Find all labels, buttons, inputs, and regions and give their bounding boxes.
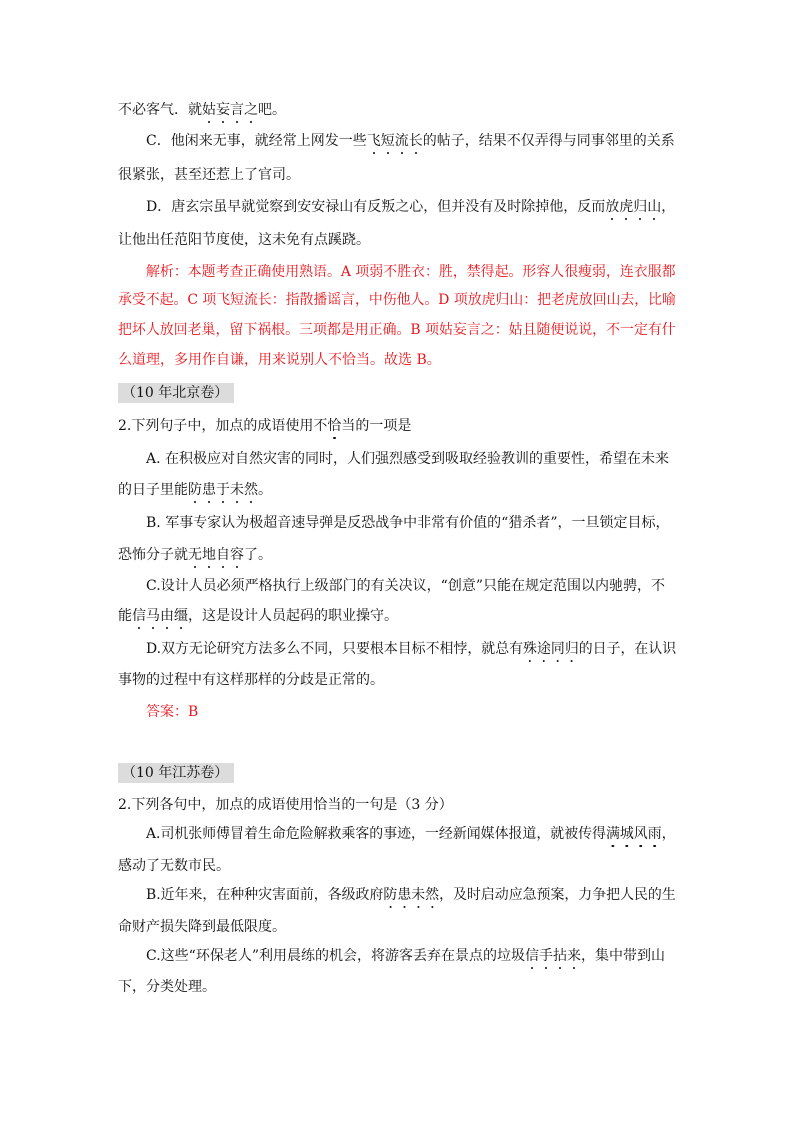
emphasis-char: 缰 xyxy=(174,608,188,624)
source-tag-jiangsu: （10 年江苏卷） xyxy=(118,763,234,783)
continued-line: 不必客气．就姑妄言之吧。 xyxy=(118,102,286,118)
emphasis-char: 未 xyxy=(411,887,426,903)
emphasis-char: 拈 xyxy=(552,948,567,964)
beijing-option-b-line-2: 恐怖分子就无地自容了。 xyxy=(118,547,272,563)
jiangsu-option-a-line-2: 感动了无数市民。 xyxy=(118,858,230,874)
dotted-idiom xyxy=(202,102,258,118)
dotted-word xyxy=(327,418,341,434)
question-stem-beijing: 2.下列句子中，加点的成语使用不恰当的一项是 xyxy=(118,418,412,434)
emphasis-char: 归 xyxy=(633,199,648,215)
analysis-line-2: 承受不起。C 项飞短流长：指散播谣言，中伤他人。D 项放虎归山：把老虎放回山去，比喻 xyxy=(118,292,676,308)
dotted-idiom xyxy=(132,608,188,624)
dotted-idiom xyxy=(367,133,423,149)
emphasis-char: 流 xyxy=(394,133,409,149)
emphasis-char: 恰 xyxy=(327,418,342,434)
dotted-idiom xyxy=(383,887,439,903)
emphasis-char: 风 xyxy=(633,826,648,842)
emphasis-char: 未 xyxy=(230,482,244,498)
dotted-idiom xyxy=(188,547,244,563)
option-c-line-1: C．他闲来无事，就经常上网发一些飞短流长的帖子，结果不仅弄得与同事邻里的关系 xyxy=(146,133,675,149)
emphasis-char: 山 xyxy=(647,199,662,215)
option-d-line-1: D．唐玄宗虽早就觉察到安安禄山有反叛之心，但并没有及时除掉他，反而放虎归山， xyxy=(146,199,676,215)
emphasis-char: 言 xyxy=(230,102,244,118)
emphasis-char: 来 xyxy=(566,948,581,964)
beijing-option-c-line-2: 能信马由缰，这是设计人员起码的职业操守。 xyxy=(118,608,398,624)
option-d-line-2: 让他出任范阳节度使，这未免有点蹊跷。 xyxy=(118,232,370,248)
emphasis-char: 同 xyxy=(550,641,565,657)
emphasis-char: 于 xyxy=(216,482,230,498)
beijing-option-d-line-2: 事物的过程中有这样那样的分歧是正常的。 xyxy=(118,672,384,688)
emphasis-char: 短 xyxy=(380,133,395,149)
option-c-line-2: 很紧张，甚至还惹上了官司。 xyxy=(118,167,300,183)
emphasis-char: 手 xyxy=(538,948,553,964)
jiangsu-option-c-line-2: 下，分类处理。 xyxy=(118,979,216,995)
beijing-option-d-line-1: D.双方无论研究方法多么不同，只要根本目标不相悖，就总有殊途同归的日子，在认识 xyxy=(146,641,677,657)
emphasis-char: 自 xyxy=(216,547,230,563)
emphasis-char: 防 xyxy=(188,482,202,498)
emphasis-char: 飞 xyxy=(366,133,381,149)
emphasis-char: 雨 xyxy=(647,826,662,842)
source-tag-beijing: （10 年北京卷） xyxy=(118,383,234,403)
emphasis-char: 无 xyxy=(188,547,202,563)
emphasis-char: 然 xyxy=(244,482,258,498)
dotted-idiom xyxy=(188,482,258,498)
beijing-option-a-line-2: 的日子里能防患于未然。 xyxy=(118,482,272,498)
emphasis-char: 途 xyxy=(536,641,551,657)
emphasis-char: 放 xyxy=(605,199,620,215)
dotted-idiom xyxy=(605,199,661,215)
emphasis-char: 患 xyxy=(202,482,216,498)
jiangsu-option-b-line-2: 命财产损失降到最低限度。 xyxy=(118,919,286,935)
jiangsu-option-c-line-1: C.这些“环保老人”利用晨练的机会，将游客丢弃在景点的垃圾信手拈来，集中带到山 xyxy=(146,948,665,964)
emphasis-char: 虎 xyxy=(619,199,634,215)
jiangsu-option-b-line-1: B.近年来，在种种灾害面前，各级政府防患未然，及时启动应急预案，力争把人民的生 xyxy=(146,887,676,903)
analysis-line-4: 么道理，多用作自谦，用来说别人不恰当。故选 B。 xyxy=(118,352,441,368)
emphasis-char: 由 xyxy=(160,608,174,624)
emphasis-char: 殊 xyxy=(523,641,537,657)
emphasis-char: 城 xyxy=(619,826,634,842)
beijing-option-a-line-1: A. 在积极应对自然灾害的同时，人们强烈感受到吸取经验教训的重要性，希望在未来 xyxy=(146,451,670,467)
dotted-idiom xyxy=(523,641,579,657)
emphasis-char: 防 xyxy=(383,887,398,903)
emphasis-char: 地 xyxy=(202,547,216,563)
emphasis-char: 归 xyxy=(564,641,579,657)
analysis-line-3: 把坏人放回老巢，留下祸根。三项都是用正确。B 项姑妄言之：姑且随便说说，不一定有什 xyxy=(118,322,676,338)
analysis-line-1: 解析：本题考查正确使用熟语。A 项弱不胜衣：胜，禁得起。形容人很瘦弱，连衣服都 xyxy=(146,264,676,280)
question-stem-jiangsu: 2.下列各句中，加点的成语使用恰当的一句是（3 分） xyxy=(118,797,453,813)
emphasis-char: 满 xyxy=(605,826,620,842)
jiangsu-option-a-line-1: A.司机张师傅冒着生命危险解救乘客的事迹，一经新闻媒体报道，就被传得满城风雨， xyxy=(146,826,676,842)
emphasis-char: 信 xyxy=(524,948,539,964)
beijing-option-c-line-1: C.设计人员必须严格执行上级部门的有关决议，“创意”只能在规定范围以内驰骋，不 xyxy=(146,578,665,594)
dotted-idiom xyxy=(606,826,662,842)
emphasis-char: 之 xyxy=(244,102,258,118)
emphasis-char: 马 xyxy=(146,608,160,624)
emphasis-char: 容 xyxy=(230,547,244,563)
emphasis-char: 信 xyxy=(132,608,146,624)
emphasis-char: 妄 xyxy=(216,102,230,118)
dotted-idiom xyxy=(525,948,581,964)
answer-beijing: 答案：B xyxy=(146,704,199,720)
beijing-option-b-line-1: B. 军事专家认为极超音速导弹是反恐战争中非常有价值的“猎杀者”，一旦锁定目标， xyxy=(146,515,670,531)
emphasis-char: 姑 xyxy=(202,102,216,118)
emphasis-char: 患 xyxy=(397,887,412,903)
emphasis-char: 然 xyxy=(425,887,440,903)
emphasis-char: 长 xyxy=(408,133,423,149)
